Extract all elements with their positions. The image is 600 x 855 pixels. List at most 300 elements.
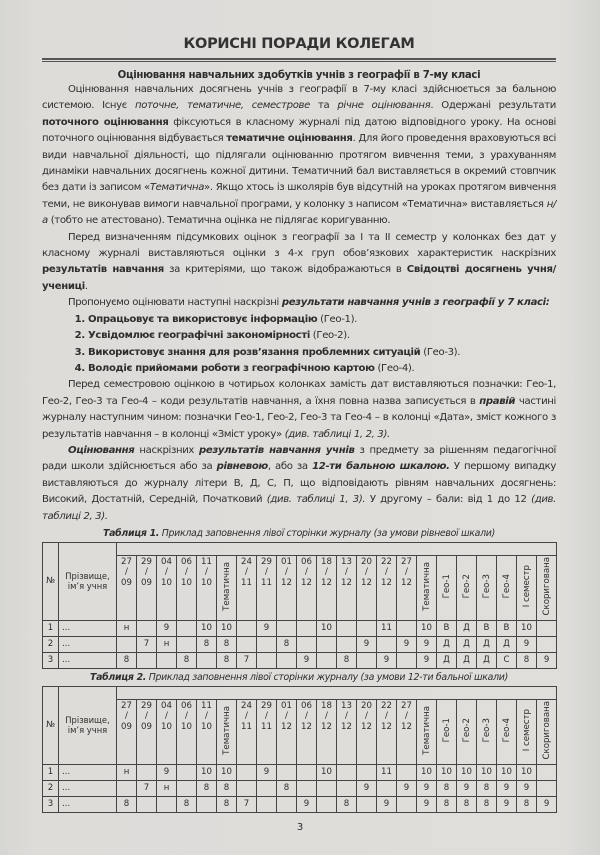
column-semester-1 bbox=[517, 555, 537, 620]
grade-cell bbox=[317, 796, 337, 812]
grade-cell bbox=[297, 620, 317, 636]
grade-cell bbox=[277, 796, 297, 812]
text-segment: (Гео-4). bbox=[374, 362, 415, 374]
text-segment: Опрацьовує та використовує інформацію bbox=[88, 313, 318, 325]
table-row bbox=[43, 620, 557, 636]
grade-cell bbox=[397, 764, 417, 780]
grade-cell bbox=[357, 652, 377, 668]
grade-cell bbox=[277, 764, 297, 780]
column-thematic bbox=[217, 699, 237, 764]
student-name: ... bbox=[59, 796, 117, 812]
paragraph bbox=[42, 230, 556, 296]
date-separator: / bbox=[165, 567, 168, 578]
grade-cell bbox=[377, 636, 397, 652]
column-label: Гео-3 bbox=[481, 718, 492, 743]
article-title: Оцінювання навчальних здобутків учнів з географії в 7-му класі bbox=[117, 70, 481, 81]
list-item bbox=[88, 328, 556, 344]
grade-cell bbox=[137, 620, 157, 636]
grade-cell bbox=[377, 780, 397, 796]
header-top-row bbox=[43, 686, 557, 699]
column-date bbox=[197, 699, 217, 764]
grade-cell: 11 bbox=[377, 764, 397, 780]
list-item bbox=[88, 361, 556, 377]
date-day: 06 bbox=[301, 700, 312, 711]
date-day: 20 bbox=[361, 700, 372, 711]
column-date bbox=[257, 699, 277, 764]
grade-cell: 10 bbox=[217, 764, 237, 780]
text-segment: Оцінювання bbox=[68, 444, 135, 456]
column-student-name: Прізвище, ім’я учня bbox=[59, 542, 117, 620]
grade-cell: 9 bbox=[517, 636, 537, 652]
text-segment: (див. таблиці 1, 3). bbox=[266, 494, 366, 506]
text-segment: 12-ти бальною шкалою. bbox=[312, 461, 450, 473]
date-month: 12 bbox=[301, 721, 312, 732]
column-date bbox=[297, 699, 317, 764]
column-thematic bbox=[417, 555, 437, 620]
date-month: 11 bbox=[241, 721, 252, 732]
student-name: ... bbox=[59, 764, 117, 780]
text-segment: У першому випадку виставляються до журналу літери В, Д, С, П, що відповідають рівням навчальних досягнень: Високий, Достатній, Середній, Початковий bbox=[42, 461, 556, 506]
date-separator: / bbox=[245, 567, 248, 578]
grade-cell bbox=[357, 764, 377, 780]
grade-cell: 10 bbox=[517, 764, 537, 780]
column-geo-1 bbox=[437, 555, 457, 620]
date-separator: / bbox=[305, 567, 308, 578]
grade-cell: 10 bbox=[497, 764, 517, 780]
column-date bbox=[177, 555, 197, 620]
grade-cell: 9 bbox=[457, 780, 477, 796]
table-row bbox=[43, 652, 557, 668]
header-row bbox=[43, 699, 557, 764]
text-segment: Тематична bbox=[149, 182, 205, 194]
grade-cell bbox=[277, 652, 297, 668]
grade-cell: 8 bbox=[217, 636, 237, 652]
paragraph bbox=[42, 443, 556, 525]
grade-cell: н bbox=[117, 620, 137, 636]
row-number: 3 bbox=[43, 796, 59, 812]
grade-cell: 7 bbox=[237, 652, 257, 668]
grade-cell: 8 bbox=[217, 780, 237, 796]
date-day: 24 bbox=[241, 556, 252, 567]
text-segment: Володіє прийомами роботи з географічною картою bbox=[88, 362, 375, 374]
grade-cell: Д bbox=[437, 652, 457, 668]
grade-cell: 8 bbox=[177, 796, 197, 812]
column-date bbox=[137, 699, 157, 764]
grade-cell: 9 bbox=[397, 636, 417, 652]
column-number: № bbox=[43, 686, 59, 764]
table-row bbox=[43, 796, 557, 812]
table-caption bbox=[42, 672, 556, 684]
grade-cell bbox=[157, 796, 177, 812]
column-label: Скоригована bbox=[541, 701, 552, 760]
column-label: Гео-2 bbox=[461, 574, 472, 599]
header-row bbox=[43, 555, 557, 620]
grade-cell: 10 bbox=[457, 764, 477, 780]
article-intro bbox=[42, 82, 556, 312]
grade-cell: 8 bbox=[117, 796, 137, 812]
grade-cell: 10 bbox=[197, 620, 217, 636]
column-date bbox=[317, 555, 337, 620]
text-segment: поточного оцінювання bbox=[42, 116, 169, 128]
date-month: 12 bbox=[341, 577, 352, 588]
text-segment: Оцінювання навчальних досягнень учнів з географії в 7-му класі здійснюється за бальною системою. Існує bbox=[42, 84, 556, 112]
date-day: 11 bbox=[201, 556, 212, 567]
column-label: Гео-4 bbox=[501, 718, 512, 743]
column-date bbox=[157, 699, 177, 764]
date-month: 12 bbox=[401, 721, 412, 732]
student-name: ... bbox=[59, 780, 117, 796]
grade-cell: 10 bbox=[517, 620, 537, 636]
grade-cell bbox=[357, 620, 377, 636]
grade-cell bbox=[157, 652, 177, 668]
date-separator: / bbox=[385, 711, 388, 722]
grade-cell bbox=[397, 796, 417, 812]
grade-cell bbox=[137, 796, 157, 812]
date-month: 10 bbox=[201, 577, 212, 588]
table-caption bbox=[42, 528, 556, 540]
grade-cell: 8 bbox=[277, 636, 297, 652]
date-day: 01 bbox=[281, 700, 292, 711]
date-month: 09 bbox=[121, 577, 132, 588]
grade-cell: 10 bbox=[417, 620, 437, 636]
table-caption-text: Приклад заповнення лівої сторінки журналу (за умови 12-ти бальної шкали) bbox=[146, 671, 508, 683]
grade-cell: 8 bbox=[437, 780, 457, 796]
grade-cell bbox=[177, 636, 197, 652]
date-day: 13 bbox=[341, 556, 352, 567]
table-row bbox=[43, 764, 557, 780]
grade-cell: 10 bbox=[317, 764, 337, 780]
grade-cell: 8 bbox=[197, 780, 217, 796]
text-segment: Усвідомлює географічні закономірності bbox=[88, 330, 310, 342]
grade-cell bbox=[177, 620, 197, 636]
paragraph bbox=[42, 377, 556, 443]
grade-cell: 9 bbox=[417, 796, 437, 812]
grade-cell: 8 bbox=[337, 652, 357, 668]
column-label: Тематична bbox=[221, 706, 232, 755]
column-semester-1 bbox=[517, 699, 537, 764]
row-number: 2 bbox=[43, 636, 59, 652]
tables bbox=[42, 528, 556, 813]
column-label: Гео-1 bbox=[441, 574, 452, 599]
column-number: № bbox=[43, 542, 59, 620]
grade-cell: 8 bbox=[457, 796, 477, 812]
grade-cell bbox=[117, 636, 137, 652]
grade-cell bbox=[337, 636, 357, 652]
grade-cell bbox=[137, 764, 157, 780]
date-month: 10 bbox=[161, 577, 172, 588]
grade-cell: 9 bbox=[357, 780, 377, 796]
date-day: 18 bbox=[321, 556, 332, 567]
grade-cell: 9 bbox=[497, 796, 517, 812]
date-separator: / bbox=[285, 711, 288, 722]
title-divider bbox=[42, 58, 556, 62]
date-month: 12 bbox=[281, 577, 292, 588]
student-name: ... bbox=[59, 652, 117, 668]
text-segment: рівневою bbox=[216, 461, 268, 473]
date-day: 24 bbox=[241, 700, 252, 711]
page-number: 3 bbox=[296, 821, 304, 833]
grade-cell: н bbox=[117, 764, 137, 780]
grade-cell bbox=[237, 764, 257, 780]
date-separator: / bbox=[205, 711, 208, 722]
grade-cell bbox=[317, 636, 337, 652]
column-student-name: Прізвище, ім’я учня bbox=[59, 686, 117, 764]
date-day: 06 bbox=[181, 700, 192, 711]
journal-table-1 bbox=[42, 542, 557, 669]
grade-cell bbox=[257, 780, 277, 796]
column-label: Тематична bbox=[221, 562, 232, 611]
date-separator: / bbox=[165, 711, 168, 722]
text-segment: (Гео-1). bbox=[317, 313, 358, 325]
grade-cell: 8 bbox=[177, 652, 197, 668]
grade-cell bbox=[137, 652, 157, 668]
grade-cell: 8 bbox=[437, 796, 457, 812]
grade-cell bbox=[537, 780, 557, 796]
column-date bbox=[337, 699, 357, 764]
grade-cell: 9 bbox=[297, 652, 317, 668]
date-separator: / bbox=[325, 711, 328, 722]
date-month: 12 bbox=[361, 721, 372, 732]
grade-cell bbox=[397, 620, 417, 636]
date-month: 12 bbox=[381, 577, 392, 588]
date-day: 11 bbox=[201, 700, 212, 711]
date-day: 01 bbox=[281, 556, 292, 567]
date-month: 09 bbox=[141, 577, 152, 588]
column-label: Гео-1 bbox=[441, 718, 452, 743]
date-separator: / bbox=[185, 711, 188, 722]
grade-cell: С bbox=[497, 652, 517, 668]
grade-cell: 8 bbox=[117, 652, 137, 668]
grade-cell bbox=[177, 780, 197, 796]
date-day: 04 bbox=[161, 700, 172, 711]
article-body bbox=[42, 377, 556, 525]
grade-cell: Д bbox=[457, 636, 477, 652]
text-segment: частині журналу наступним чином: позначки Гео-1, Гео-2, Гео-3 та Гео-4 – в колонці «Дата», зміст кожного з результатів навчання – в колонці «Зміст уроку» bbox=[42, 395, 556, 440]
date-separator: / bbox=[365, 567, 368, 578]
date-day: 06 bbox=[181, 556, 192, 567]
text-segment: (тобто не атестовано). Тематична оцінка не підлягає коригуванню. bbox=[47, 215, 391, 227]
grade-cell bbox=[337, 780, 357, 796]
grade-cell bbox=[537, 636, 557, 652]
column-date bbox=[257, 555, 277, 620]
text-segment: та bbox=[310, 100, 338, 112]
date-month: 12 bbox=[341, 721, 352, 732]
column-geo-2 bbox=[457, 555, 477, 620]
text-segment: . bbox=[84, 280, 88, 292]
date-day: 13 bbox=[341, 700, 352, 711]
table-caption-text: Приклад заповнення лівої сторінки журналу (за умови рівневої шкали) bbox=[159, 527, 495, 539]
date-month: 12 bbox=[301, 577, 312, 588]
grade-cell: 10 bbox=[477, 764, 497, 780]
grade-cell: 9 bbox=[257, 764, 277, 780]
text-segment: наскрізних bbox=[134, 444, 200, 456]
column-label: І семестр bbox=[521, 565, 532, 608]
date-month: 09 bbox=[121, 721, 132, 732]
column-date bbox=[237, 555, 257, 620]
grade-cell: В bbox=[497, 620, 517, 636]
text-segment: з предмету за рішенням педагогічної ради школи здійснюється або за bbox=[42, 444, 556, 473]
text-segment: за критеріями, що також відображаються в bbox=[163, 264, 407, 276]
grade-cell: 10 bbox=[197, 764, 217, 780]
grade-cell: Д bbox=[457, 652, 477, 668]
column-corrected bbox=[537, 555, 557, 620]
grade-cell: Д bbox=[437, 636, 457, 652]
date-month: 10 bbox=[201, 721, 212, 732]
date-month: 10 bbox=[181, 721, 192, 732]
column-label: Скоригована bbox=[541, 557, 552, 616]
grade-cell: 9 bbox=[157, 620, 177, 636]
text-segment: Свідоцтві досягнень учня/учениці bbox=[42, 264, 556, 292]
text-segment: результати навчання учнів з географії у 7 класі: bbox=[281, 297, 550, 309]
text-segment: (див. таблиці 1, 2, 3). bbox=[284, 428, 390, 440]
grade-cell: 9 bbox=[377, 652, 397, 668]
grade-cell: 9 bbox=[537, 652, 557, 668]
date-day: 29 bbox=[261, 556, 272, 567]
date-separator: / bbox=[405, 567, 408, 578]
grade-cell: 10 bbox=[317, 620, 337, 636]
column-date bbox=[377, 699, 397, 764]
text-segment: Використовує знання для розв’язання проблемних ситуацій bbox=[88, 346, 421, 358]
grade-cell bbox=[357, 796, 377, 812]
grade-cell: 9 bbox=[417, 652, 437, 668]
date-separator: / bbox=[405, 711, 408, 722]
column-geo-1 bbox=[437, 699, 457, 764]
column-date bbox=[357, 699, 377, 764]
grade-cell bbox=[337, 620, 357, 636]
date-month: 12 bbox=[361, 577, 372, 588]
date-separator: / bbox=[245, 711, 248, 722]
date-day: 29 bbox=[141, 700, 152, 711]
text-segment: поточне, тематичне, семестрове bbox=[134, 100, 310, 112]
column-date bbox=[297, 555, 317, 620]
column-date bbox=[117, 555, 137, 620]
date-separator: / bbox=[145, 567, 148, 578]
table-row bbox=[43, 780, 557, 796]
grade-cell bbox=[317, 780, 337, 796]
column-date bbox=[377, 555, 397, 620]
date-separator: / bbox=[125, 711, 128, 722]
date-month: 12 bbox=[321, 577, 332, 588]
date-separator: / bbox=[265, 567, 268, 578]
column-corrected bbox=[537, 699, 557, 764]
grade-cell bbox=[337, 764, 357, 780]
column-date bbox=[337, 555, 357, 620]
student-name: ... bbox=[59, 636, 117, 652]
grade-cell: 8 bbox=[197, 636, 217, 652]
text-segment: фіксуються в класному журналі під датою відповідного уроку. На основі поточного оцінювання відбувається bbox=[42, 116, 556, 145]
row-number: 3 bbox=[43, 652, 59, 668]
text-segment: Перед семестровою оцінкою в чотирьох колонках замість дат виставляються позначки: Гео-1, Гео-2, Гео-3 та Гео-4 – коди результатів навчання, а їхня повна назва записується в bbox=[42, 379, 556, 407]
column-geo-2 bbox=[457, 699, 477, 764]
grade-cell: В bbox=[437, 620, 457, 636]
grade-cell: 9 bbox=[417, 780, 437, 796]
date-separator: / bbox=[305, 711, 308, 722]
grade-cell: 10 bbox=[417, 764, 437, 780]
column-thematic bbox=[417, 699, 437, 764]
date-separator: / bbox=[185, 567, 188, 578]
date-separator: / bbox=[145, 711, 148, 722]
date-month: 12 bbox=[401, 577, 412, 588]
grade-cell bbox=[317, 652, 337, 668]
grade-cell bbox=[297, 636, 317, 652]
column-date bbox=[237, 699, 257, 764]
grade-cell bbox=[297, 780, 317, 796]
grade-cell: 8 bbox=[217, 796, 237, 812]
grade-cell: 11 bbox=[377, 620, 397, 636]
text-segment: (Гео-2). bbox=[309, 330, 350, 342]
date-separator: / bbox=[385, 567, 388, 578]
student-name: ... bbox=[59, 620, 117, 636]
text-segment: Пропонуємо оцінювати наступні наскрізні bbox=[68, 297, 282, 309]
date-month: 09 bbox=[141, 721, 152, 732]
column-geo-3 bbox=[477, 699, 497, 764]
date-separator: / bbox=[325, 567, 328, 578]
column-geo-4 bbox=[497, 699, 517, 764]
grade-cell: 9 bbox=[377, 796, 397, 812]
grade-cell: 9 bbox=[497, 780, 517, 796]
column-date bbox=[277, 555, 297, 620]
row-number: 2 bbox=[43, 780, 59, 796]
date-day: 27 bbox=[401, 556, 412, 567]
column-label: Тематична bbox=[421, 706, 432, 755]
grade-cell bbox=[537, 764, 557, 780]
text-segment: результатів навчання bbox=[42, 264, 164, 276]
column-date bbox=[157, 555, 177, 620]
date-month: 11 bbox=[261, 721, 272, 732]
paragraph bbox=[42, 295, 556, 311]
text-segment: , або за bbox=[267, 461, 313, 473]
column-date bbox=[177, 699, 197, 764]
date-day: 04 bbox=[161, 556, 172, 567]
header-blank-cell bbox=[117, 542, 557, 555]
list-item bbox=[88, 345, 556, 361]
grade-cell: Д bbox=[477, 652, 497, 668]
column-date bbox=[357, 555, 377, 620]
column-label: Гео-4 bbox=[501, 574, 512, 599]
date-month: 10 bbox=[161, 721, 172, 732]
column-date bbox=[117, 699, 137, 764]
grade-cell: В bbox=[477, 620, 497, 636]
column-date bbox=[317, 699, 337, 764]
date-separator: / bbox=[125, 567, 128, 578]
grade-cell bbox=[237, 780, 257, 796]
grade-cell: 8 bbox=[217, 652, 237, 668]
date-month: 11 bbox=[241, 577, 252, 588]
grade-cell: 7 bbox=[237, 796, 257, 812]
grade-cell: 9 bbox=[157, 764, 177, 780]
column-date bbox=[397, 699, 417, 764]
header-top-row bbox=[43, 542, 557, 555]
text-segment: . Одержані результати bbox=[430, 100, 557, 112]
column-label: І семестр bbox=[521, 709, 532, 752]
paragraph bbox=[42, 82, 556, 230]
grade-cell bbox=[177, 764, 197, 780]
text-segment: результатів навчання учнів bbox=[199, 444, 355, 456]
column-label: Тематична bbox=[421, 562, 432, 611]
grade-cell: 8 bbox=[477, 796, 497, 812]
text-segment: правій bbox=[479, 395, 516, 407]
column-date bbox=[277, 699, 297, 764]
text-segment: Перед визначенням підсумкових оцінок з географії за І та ІІ семестр у колонках без дат у класному журналі виставляються оцінки з 4-х груп обов’язкових характеристик наскрізних bbox=[42, 231, 556, 260]
text-segment: (Гео-3). bbox=[420, 346, 461, 358]
date-month: 10 bbox=[181, 577, 192, 588]
grade-cell: н bbox=[157, 780, 177, 796]
grade-cell bbox=[397, 652, 417, 668]
grade-cell bbox=[117, 780, 137, 796]
column-date bbox=[397, 555, 417, 620]
date-day: 06 bbox=[301, 556, 312, 567]
grade-cell bbox=[197, 796, 217, 812]
